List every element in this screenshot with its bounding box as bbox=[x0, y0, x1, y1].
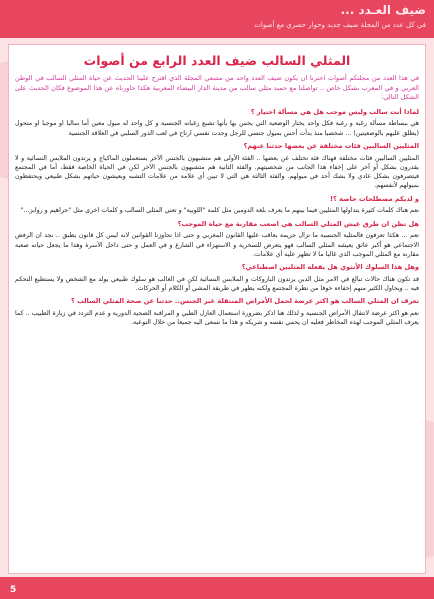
answer: المثليين السالبين فئات مختلفة فهناك فئة تختلف عن بعضها .. الفئة الأولى هم متشبهون بالجنس الآخر يستعملون الماكياج و يرتدون الملابس النسائية و لا يقدرون بشكل أو آخر على إخفاء هذا الجانب من شخصيتهم. والفئة الثانية هم متشبهون بالجنس الآخر لكن في الحياة الخاصة فقط، أما في المجتمع فيتصرفون بشكل عادي ولا يشك أحد في ميولهم. والفئة الثالثة هي التي لا تبين أي علامة من علامات التشبه ويعيشون حياتهم بشكل طبيعي ويحتفظون بميولهم لأنفسهم. bbox=[15, 154, 419, 190]
answer: نعم هناك كلمات كثيرة يتداولها المثليين فيما بينهم ما يعرف بلغة الدومين مثل كلمة "اللوبية" و تعني المثلي السالب و كلمات اخرى مثل "جراهيم و روابز..." bbox=[20, 207, 419, 215]
page-header bbox=[0, 0, 434, 38]
question: وهل هذا السلوك الأنثوي هل يفعله المثليين اصطناعي؟ bbox=[241, 263, 419, 272]
question: هل تظن ان طرق عيش المثلي السالب هي اصعب مقارنة مع حياة الموجب؟ bbox=[177, 219, 419, 228]
section-subtitle: في كل عدد من المجلة ضيف جديد وحوار حصري مع أصوات bbox=[254, 21, 426, 29]
page-footer bbox=[0, 577, 434, 599]
question: تعرف ان المثلي السالب هو اكثر عرضة لحمل الأمراض المنتقلة عبر الجنس.. حدثنا عن صحة المثلي السالب ؟ bbox=[70, 297, 419, 306]
question: المثليين السالبين فئات مختلفة عن بعضها حدثنا عنهم؟ bbox=[243, 141, 419, 150]
answer: نعم هو اكثر عرضة لانتقال الأمراض الجنسية و لذلك هنا اذكر بضرورة استعمال العازل الطبي و المراقبة الصحية الدورية و عدم التردد في زيارة الطبيب .. كما يعرف المثلي الموجب لهذه المخاطر فعليه ان يحمي نفسه و شريكه و هذا ما نسعى اليه جميعا من خلال التوعية. bbox=[15, 309, 419, 327]
answer: نعم ... هكذا تعرفون فالمثلية الجنسية ما تزال جريمة يعاقب عليها القانون المغربي و حتى اذا تجاوزنا القوانين لانه ليس كل قانون يطبق .. نجد ان الرفض الاجتماعي هو أكبر عائق يعيشه المثلي السالب فهو يتعرض للسخرية و الاستهزاء في الشارع و في العمل و حتى داخل الأسرة وهذا ما يجعل حياته صعبة مقارنة مع المثلي الموجب الذي غالبا ما لا تظهر عليه أي علامات. bbox=[15, 232, 419, 258]
article-intro: في هذا العدد من مجلتكم أصوات اخترنا ان يكون ضيف العدد واحد من متتبعي المجلة الذي اقترح علينا الحديث عن حياة المثلي السالب في الوطن العربي و في المغرب بشكل خاص .. تواصلنا مع حميد مثلي سالب من مدينة الدار البيضاء المغربية هكذا حاورناه عن هذا الموضوع فكان الحديث على الشكل التالي: bbox=[15, 74, 419, 102]
question: و لديكم مصطلحات خاصة ؟! bbox=[329, 194, 419, 203]
article-panel bbox=[8, 44, 426, 574]
answer: هي ببساطة مسألة رغبة و رغبة فكل واحد يختار الوضعية التي يحس بها بأنها تشبع رغباته الجنسية و كل واحد له ميول معين أما سالبا او موجبا او متحول (يطلق عليهم بالوضعيتين) ... شخصيا منذ بدأت أحس بميول جنسي للرجل وجدت نفسي ارتاح في لعب الدور السلبي في العلاقة الجنسية bbox=[15, 120, 419, 137]
article-title: المثلي السالب ضيف العدد الرابع من أصوات bbox=[83, 53, 351, 68]
section-title: ضيف العـدد ... bbox=[340, 3, 426, 17]
qa-list bbox=[15, 108, 419, 328]
page-number: 5 bbox=[10, 585, 17, 595]
question: لماذا أنت سالب وليس موجب هل هي مسألة اختيار ؟ bbox=[250, 107, 419, 116]
answer: قد تكون هناك حالات تبالغ في الامر مثل الدين يرتدون الباروكات و الملابس النسائية لكن في الغالب هو سلوك طبيعي يولد مع الشخص ولا يستطيع التحكم فيه .. ويحاول الكثير منهم إخفاءه خوفا من نظرة المجتمع ولكنه يظهر في طريقة المشي أو الكلام أو الحركات. bbox=[15, 275, 419, 293]
